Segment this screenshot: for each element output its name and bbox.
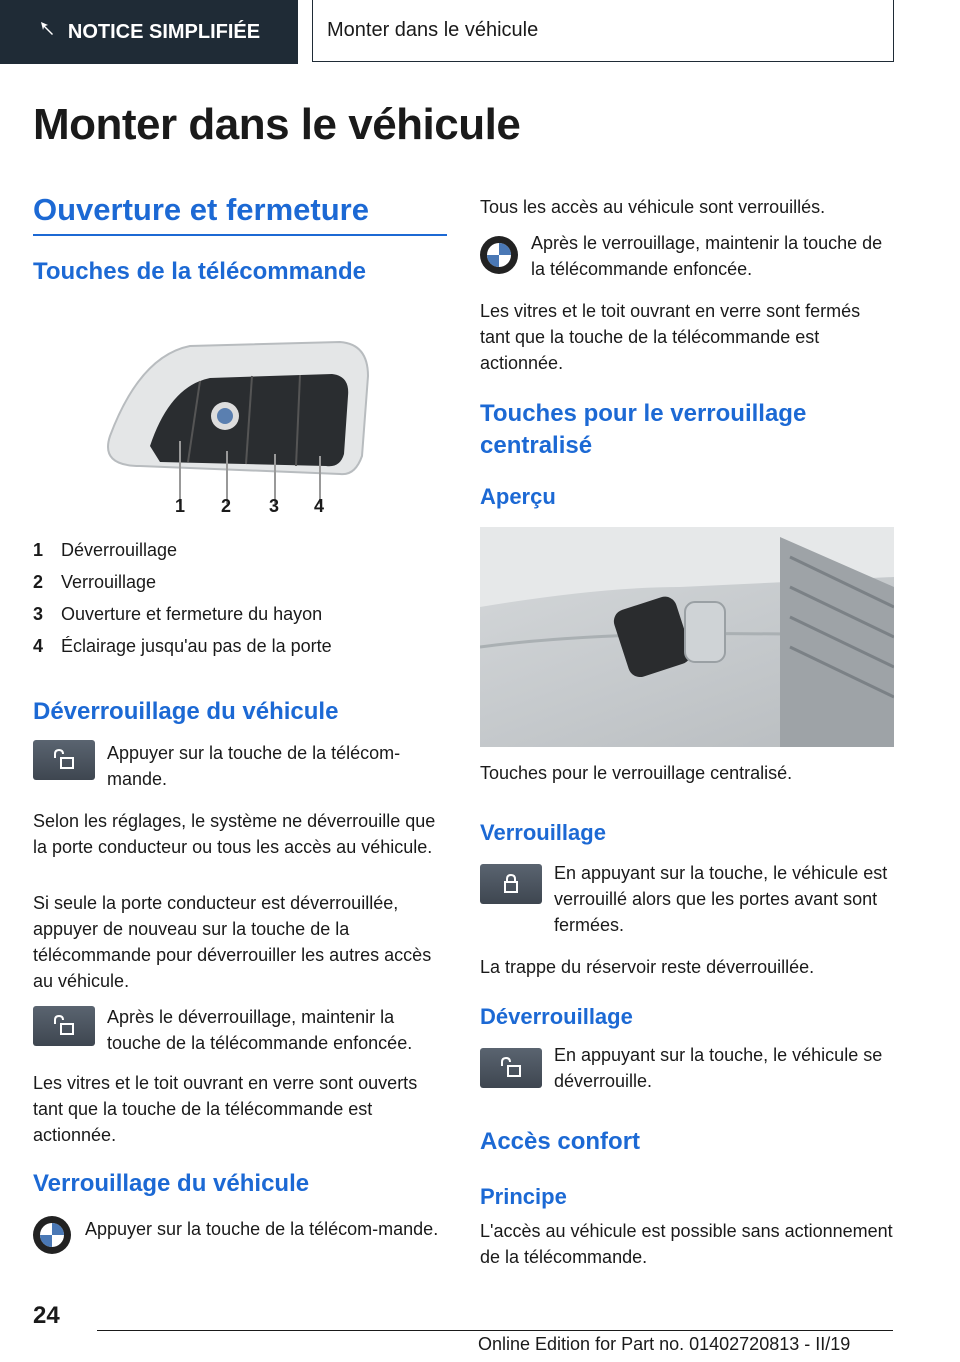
- list-item: [33, 604, 447, 636]
- list-num: 3: [33, 604, 44, 624]
- heading-deverrouillage-vehicule: Déverrouillage du véhicule: [33, 698, 339, 725]
- deverr-hold-text: Après le déverrouillage, maintenir la touche de la télécommande enfoncée.: [107, 1007, 413, 1053]
- arrow-icon: [38, 19, 58, 45]
- lock-hold-text: Après le verrouillage, maintenir la touche de la télécommande enfoncée.: [531, 233, 883, 279]
- heading-principe: Principe: [480, 1184, 567, 1209]
- heading-acces-confort: Accès confort: [480, 1128, 641, 1155]
- closed-text: Les vitres et le toit ouvrant en verre sont fermés tant que la touche de la télécommande est actionnée.: [480, 301, 861, 373]
- door-panel-photo: [480, 527, 894, 747]
- list-num: 4: [33, 636, 44, 656]
- list-label: Verrouillage: [61, 572, 157, 592]
- key-label-1: 1: [175, 496, 186, 516]
- key-label-3: 3: [269, 496, 280, 516]
- bmw-logo-icon: [480, 236, 518, 274]
- heading-central-locking: Touches pour le verrouillage centralisé: [480, 400, 807, 459]
- key-label-4: 4: [314, 496, 325, 516]
- section-label: NOTICE SIMPLIFIÉE: [67, 20, 261, 43]
- page-number: 24: [33, 1302, 60, 1329]
- heading-deverrouillage: Déverrouillage: [480, 1004, 633, 1029]
- list-label: Déverrouillage: [61, 540, 178, 560]
- unlock-button-icon: [480, 1048, 542, 1088]
- deverr-press-text: Appuyer sur la touche de la télécom-mande.: [107, 743, 401, 789]
- left-column: [33, 192, 447, 286]
- key-label-2: 2: [221, 496, 232, 516]
- unlock-button-icon: [33, 740, 95, 780]
- heading-touches: Touches de la télécommande: [33, 258, 366, 285]
- list-num: 1: [33, 540, 44, 560]
- lock-button-icon: [480, 864, 542, 904]
- deverr-p2: Si seule la porte conducteur est déverrouillée, appuyer de nouveau sur la touche de la télécommande pour déverrouiller les autres accès au véhicule.: [33, 893, 432, 991]
- photo-caption: Touches pour le verrouillage centralisé.: [480, 763, 793, 783]
- deverr-p3: Les vitres et le toit ouvrant en verre sont ouverts tant que la touche de la télécommande est actionnée.: [33, 1073, 418, 1145]
- trappe-text: La trappe du réservoir reste déverrouillée.: [480, 957, 815, 977]
- section-tab[interactable]: [0, 0, 298, 64]
- list-item: [33, 540, 447, 572]
- heading-ouverture: Ouverture et fermeture: [33, 192, 447, 236]
- list-label: Éclairage jusqu'au pas de la porte: [61, 636, 332, 656]
- edition-text: Online Edition for Part no. 01402720813 - II/19: [478, 1334, 851, 1354]
- verr-press-text: Appuyer sur la touche de la télécom-mande.: [85, 1219, 439, 1239]
- heading-verrouillage: Verrouillage: [480, 820, 606, 845]
- footer-divider: [97, 1330, 893, 1331]
- list-label: Ouverture et fermeture du hayon: [61, 604, 323, 624]
- all-locked-text: Tous les accès au véhicule sont verrouillés.: [480, 197, 826, 217]
- chapter-title: Monter dans le véhicule: [312, 0, 894, 62]
- key-list: [33, 540, 447, 668]
- list-item: [33, 572, 447, 604]
- deverrouillage-text: En appuyant sur la touche, le véhicule se déverrouille.: [554, 1045, 883, 1091]
- list-item: [33, 636, 447, 668]
- deverr-p1: Selon les réglages, le système ne déverrouille que la porte conducteur ou tous les accès au véhicule.: [33, 811, 436, 857]
- page-title: Monter dans le véhicule: [33, 100, 521, 149]
- remote-key-illustration: [100, 336, 380, 521]
- unlock-button-icon: [33, 1006, 95, 1046]
- list-num: 2: [33, 572, 44, 592]
- heading-verrouillage-vehicule: Verrouillage du véhicule: [33, 1170, 310, 1197]
- bmw-logo-icon: [33, 1216, 71, 1254]
- heading-apercu: Aperçu: [480, 484, 556, 509]
- verrouillage-text: En appuyant sur la touche, le véhicule est verrouillé alors que les portes avant sont fermées.: [554, 863, 888, 935]
- principe-text: L'accès au véhicule est possible sans actionnement de la télécommande.: [480, 1221, 893, 1267]
